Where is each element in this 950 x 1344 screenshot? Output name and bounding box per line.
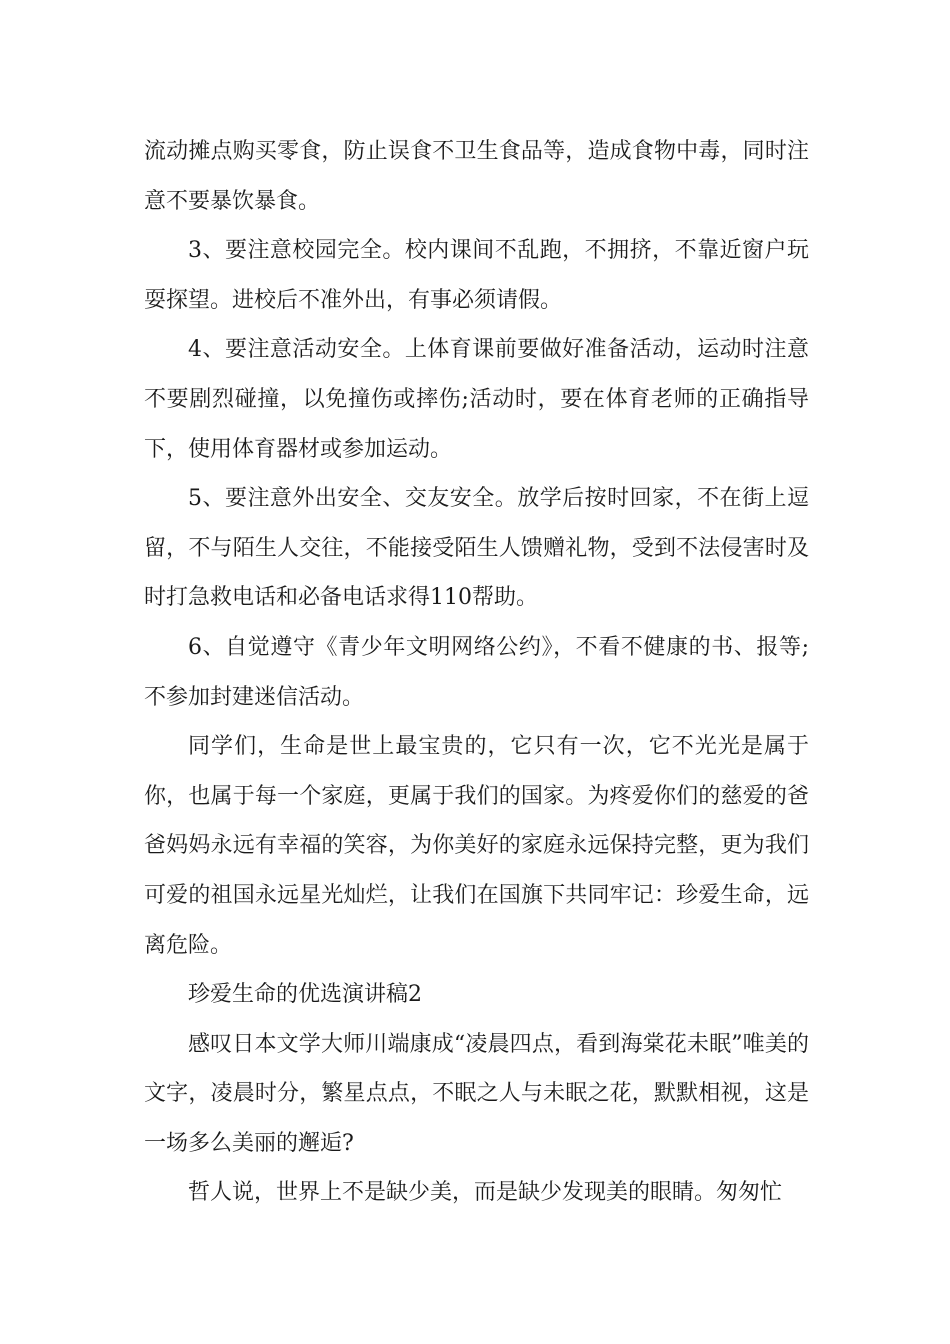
paragraph-activity-safety: 4、要注意活动安全。上体育课前要做好准备活动，运动时注意不要剧烈碰撞，以免撞伤或摔伤;活动时，要在体育老师的正确指导下，使用体育器材或参加运动。 xyxy=(144,337,809,462)
paragraph-network-convention: 6、自觉遵守《青少年文明网络公约》，不看不健康的书、报等;不参加封建迷信活动。 xyxy=(144,634,809,710)
paragraph-conclusion: 同学们，生命是世上最宝贵的，它只有一次，它不光光是属于你，也属于每一个家庭，更属于我们的国家。为疼爱你们的慈爱的爸爸妈妈永远有幸福的笑容，为你美好的家庭永远保持完整，更为我们可爱的祖国永远星光灿烂，让我们在国旗下共同牢记：珍爱生命，远离危险。 xyxy=(144,734,809,958)
paragraph-outing-safety: 5、要注意外出安全、交友安全。放学后按时回家，不在街上逗留，不与陌生人交往，不能接受陌生人馈赠礼物，受到不法侵害时及时打急救电话和必备电话求得110帮助。 xyxy=(144,486,809,611)
document-body xyxy=(144,127,809,1218)
paragraph-philosopher: 哲人说，世界上不是缺少美，而是缺少发现美的眼睛。匆匆忙 xyxy=(188,1180,783,1206)
paragraph-food-safety: 流动摊点购买零食，防止误食不卫生食品等，造成食物中毒，同时注意不要暴饮暴食。 xyxy=(144,139,809,214)
paragraph-kawabata: 感叹日本文学大师川端康成“凌晨四点，看到海棠花未眠”唯美的文字，凌晨时分，繁星点点，不眠之人与未眠之花，默默相视，这是一场多么美丽的邂逅? xyxy=(144,1031,809,1156)
section-heading: 珍爱生命的优选演讲稿2 xyxy=(188,982,422,1008)
paragraph-campus-safety: 3、要注意校园完全。校内课间不乱跑，不拥挤，不靠近窗户玩耍探望。进校后不准外出，有事必须请假。 xyxy=(144,238,809,313)
